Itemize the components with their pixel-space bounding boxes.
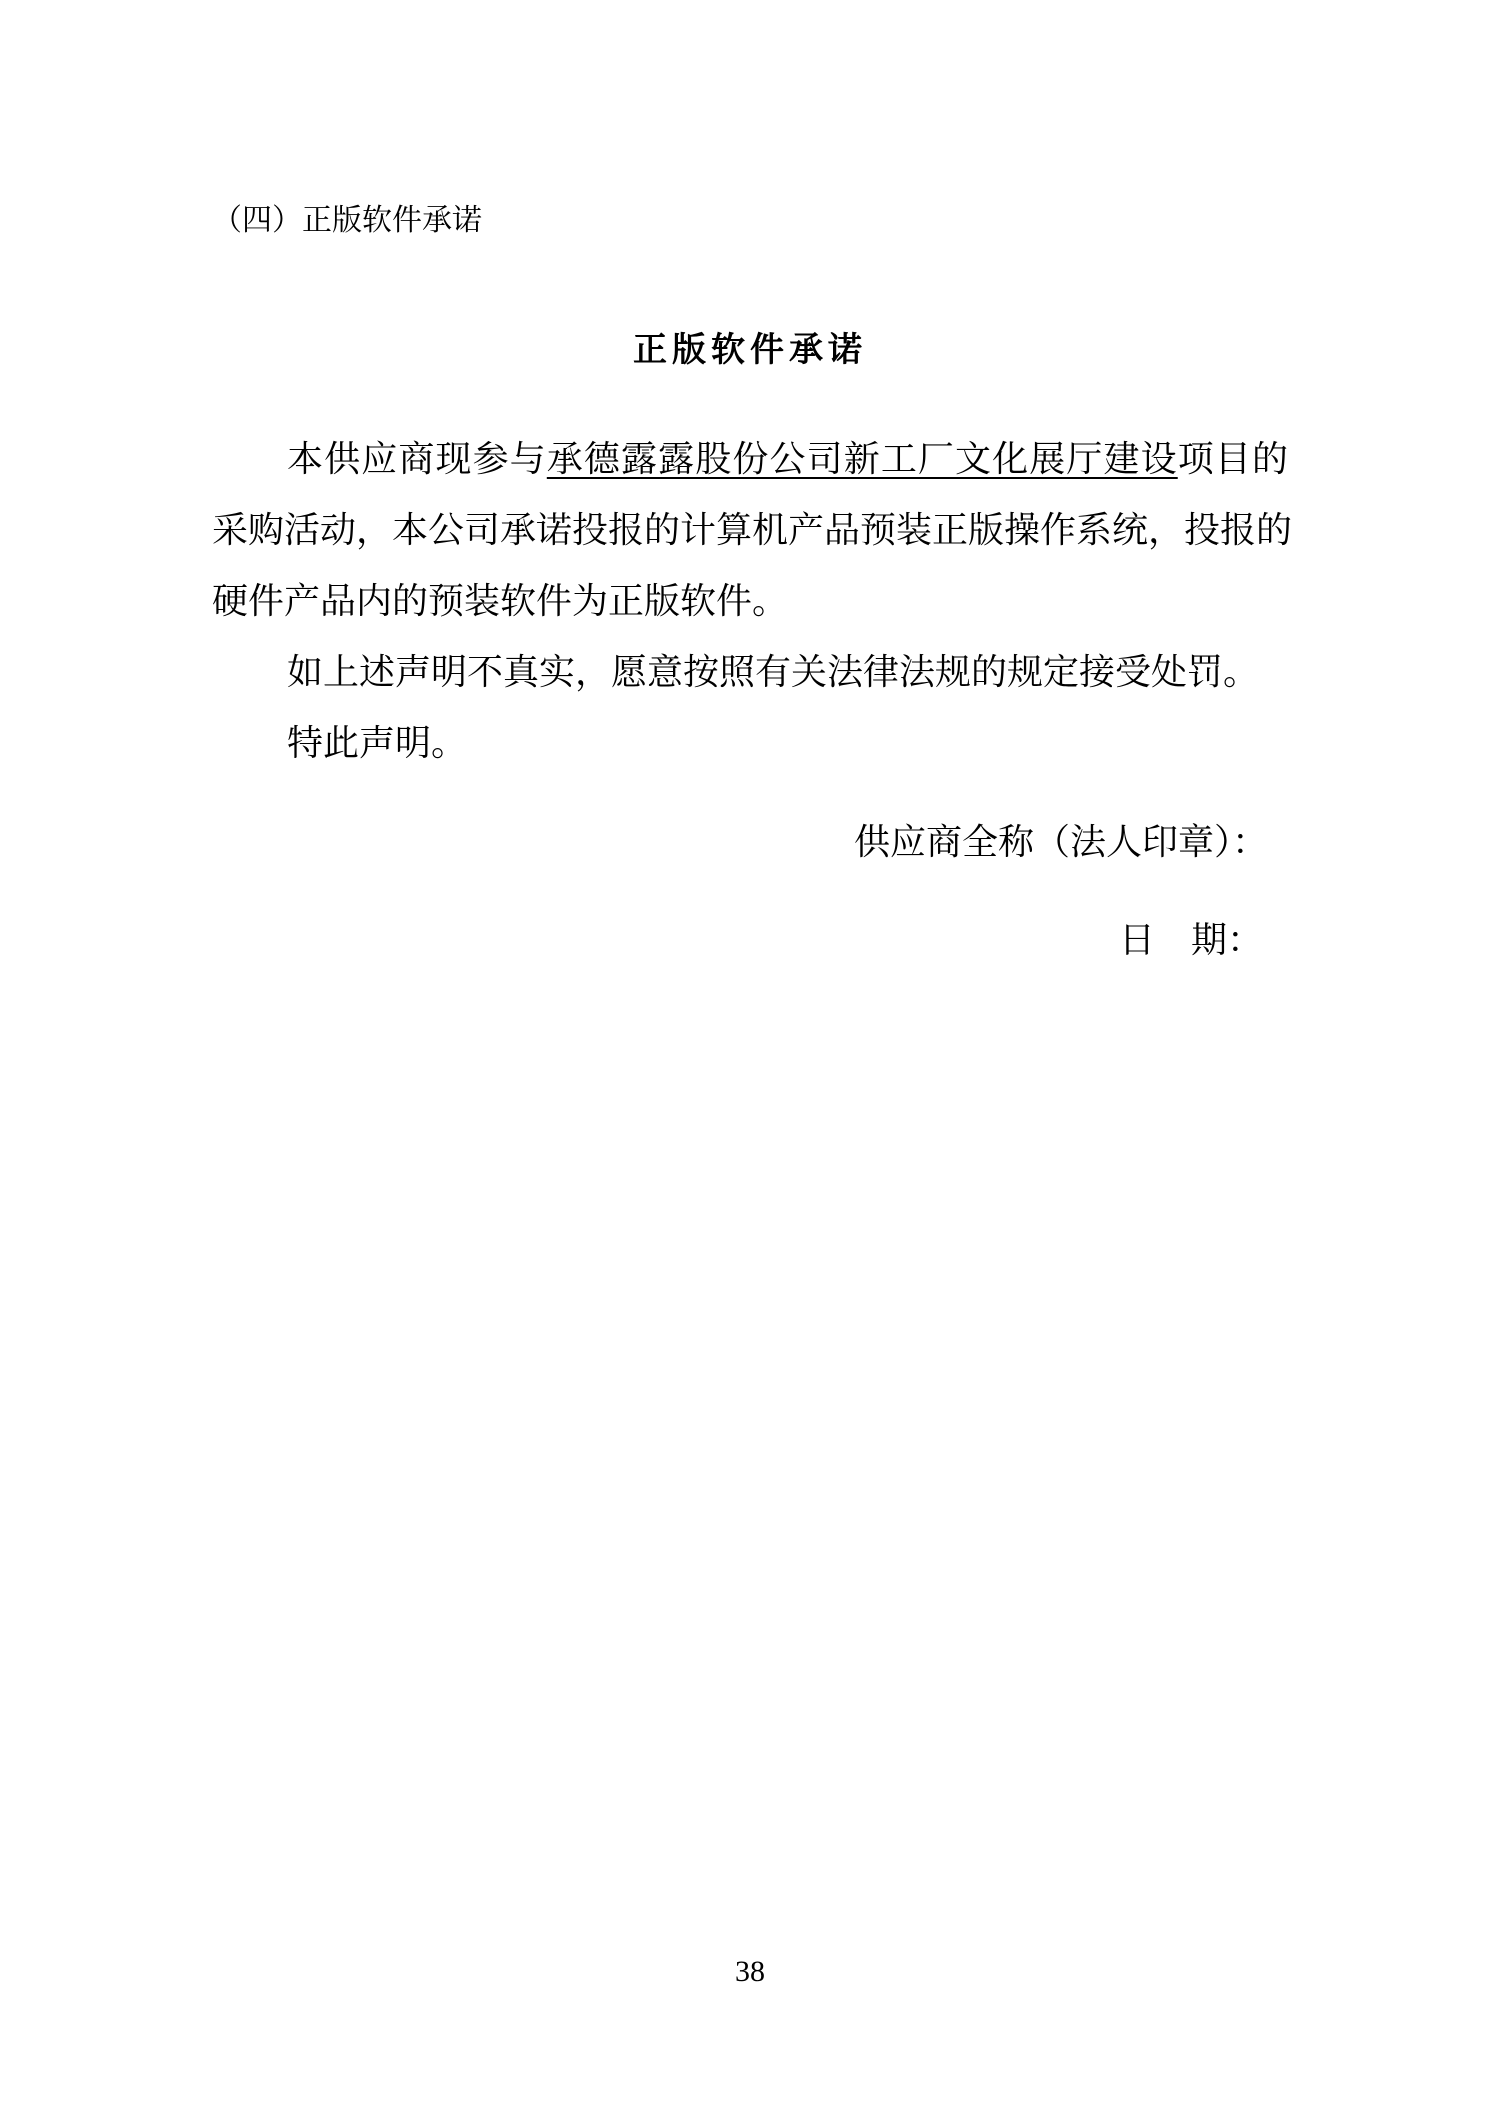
date-label: 日 期： xyxy=(1118,920,1263,960)
page-number: 38 xyxy=(735,1955,765,1988)
document-title: 正版软件承诺 xyxy=(633,332,867,369)
paragraph1-line1-prefix: 本供应商现参与 xyxy=(287,439,547,479)
project-name-underlined: 承德露露股份公司新工厂文化展厅建设 xyxy=(546,439,1178,479)
paragraph1-line1-suffix: 项目的 xyxy=(1177,439,1288,479)
supplier-signature-label: 供应商全称（法人印章）： xyxy=(853,822,1268,862)
paragraph3: 特此声明。 xyxy=(287,723,468,763)
paragraph1-line2: 采购活动，本公司承诺投报的计算机产品预装正版操作系统，投报的 xyxy=(212,510,1293,550)
section-heading: （四）正版软件承诺 xyxy=(212,204,482,237)
paragraph2: 如上述声明不真实，愿意按照有关法律法规的规定接受处罚。 xyxy=(287,652,1260,692)
document-body xyxy=(212,424,1293,779)
paragraph1-line1 xyxy=(212,424,1288,495)
paragraph1-line3: 硬件产品内的预装软件为正版软件。 xyxy=(212,581,789,621)
